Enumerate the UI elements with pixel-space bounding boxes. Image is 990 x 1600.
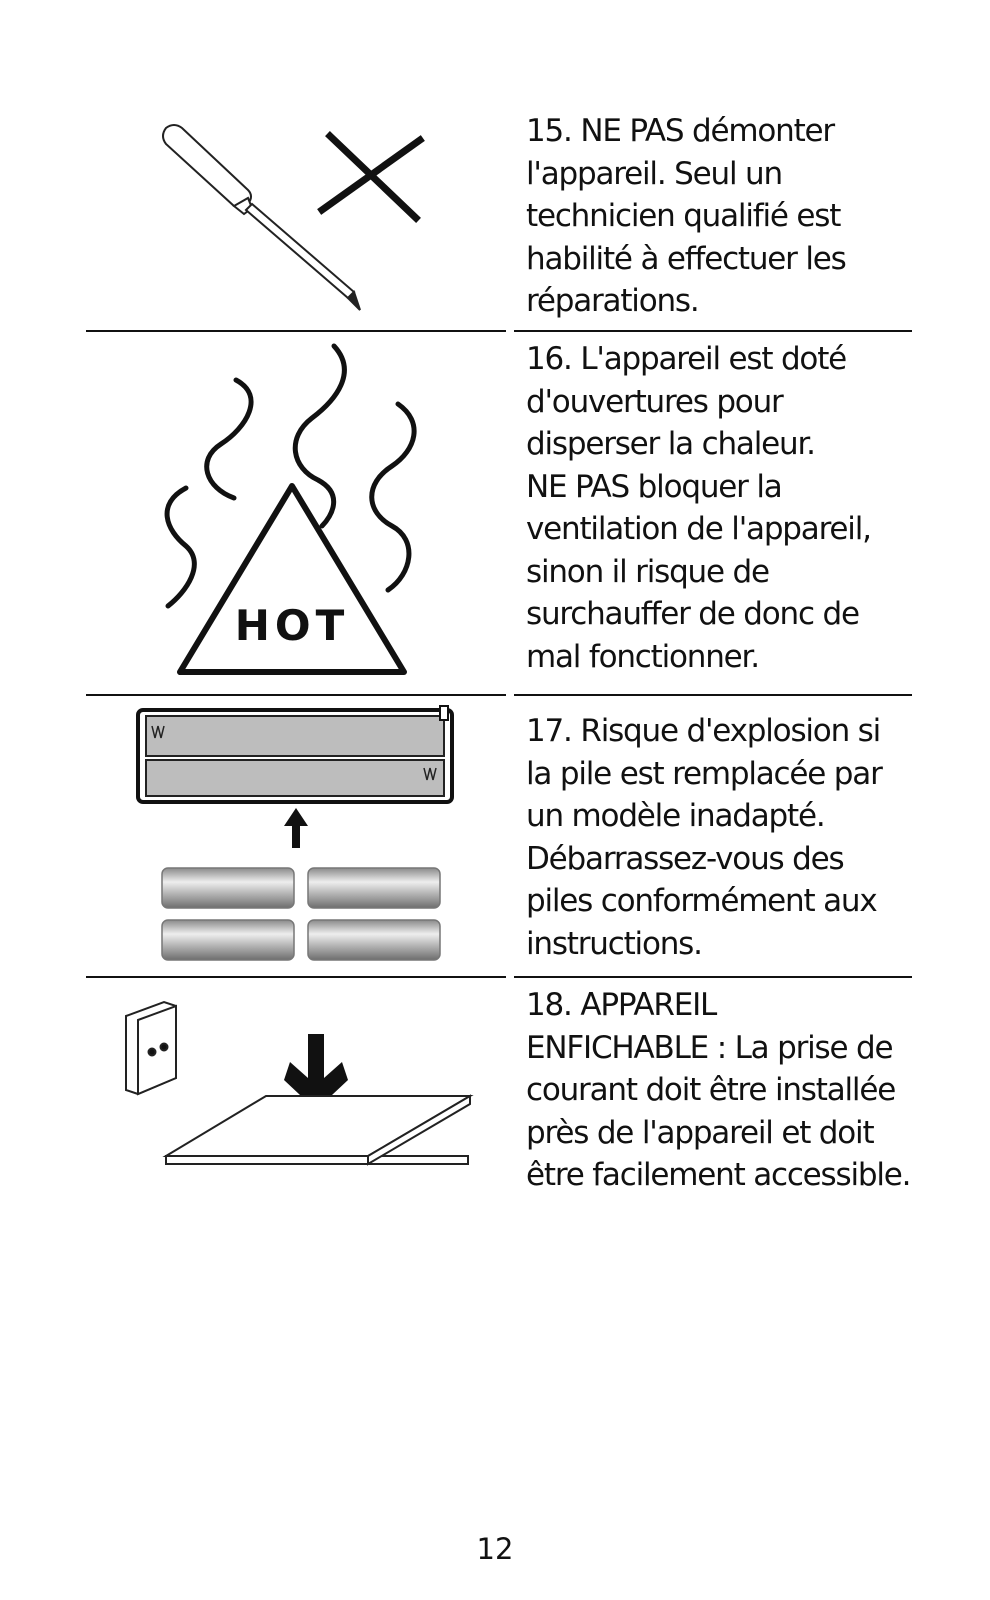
battery-compartment-illustration bbox=[86, 702, 506, 972]
item-15 bbox=[86, 106, 912, 330]
hot-label: HOT bbox=[234, 601, 350, 650]
screwdriver-icon bbox=[163, 125, 360, 310]
hot-triangle-icon bbox=[180, 486, 404, 672]
item-17-text: 17. Risque d'explosion si la pile est remplacée par un modèle inadapté. Débarrassez-vous des piles conformément aux instructions. bbox=[526, 713, 882, 962]
page-number: 12 bbox=[476, 1532, 514, 1566]
batteries-icon bbox=[162, 868, 440, 960]
no-disassembly-illustration bbox=[86, 106, 506, 316]
item-17 bbox=[86, 702, 912, 970]
hot-warning-illustration bbox=[86, 338, 506, 683]
arrow-up-icon bbox=[284, 808, 308, 848]
item-18 bbox=[86, 984, 912, 1204]
surface-icon bbox=[166, 1096, 470, 1164]
plug-socket-illustration bbox=[86, 984, 506, 1184]
item-16 bbox=[86, 338, 912, 688]
item-16-text: 16. L'appareil est doté d'ouvertures pour disperser la chaleur. NE PAS bloquer la ventilation de l'appareil, sinon il risque de surchauffer de donc de mal fonctionner. bbox=[526, 341, 871, 675]
cross-icon bbox=[322, 136, 420, 218]
divider bbox=[86, 976, 912, 978]
battery-compartment-icon bbox=[138, 706, 452, 802]
divider bbox=[86, 694, 912, 696]
divider bbox=[86, 330, 912, 332]
item-18-text: 18. APPAREIL ENFICHABLE : La prise de courant doit être installée près de l'appareil et doit être facilement accessible. bbox=[526, 987, 911, 1193]
wall-socket-icon bbox=[126, 1002, 176, 1094]
item-15-text: 15. NE PAS démonter l'appareil. Seul un technicien qualifié est habilité à effectuer les réparations. bbox=[526, 113, 846, 319]
